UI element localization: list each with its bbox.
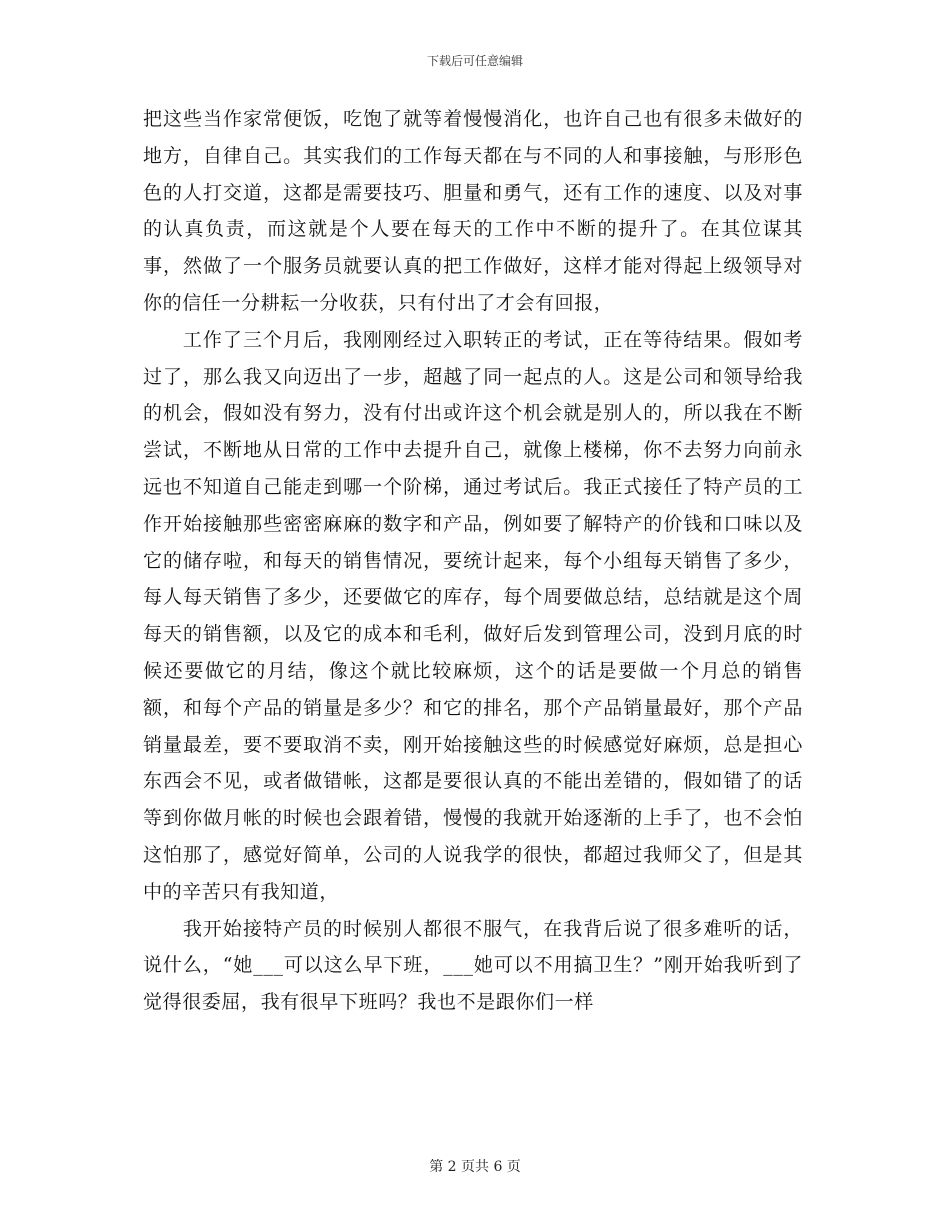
paragraph: 把这些当作家常便饭，吃饱了就等着慢慢消化，也许自己也有很多未做好的地方，自律自己。其实我们的工作每天都在与不同的人和事接触，与形形色色的人打交道，这都是需要技巧、胆量和勇气，还有工作的速度、以及对事的认真负责，而这就是个人要在每天的工作中不断的提升了。在其位谋其事，然做了一个服务员就要认真的把工作做好，这样才能对得起上级领导对你的信任一分耕耘一分收获，只有付出了才会有回报， — [143, 108, 803, 314]
page-header: 下载后可任意编辑 — [426, 54, 523, 68]
paragraph: 我开始接特产员的时候别人都很不服气，在我背后说了很多难听的话，说什么，“她___可以这么早下班，___她可以不用搞卫生？”刚开始我听到了觉得很委屈，我有很早下班吗？我也不是跟你们一样 — [143, 917, 803, 1014]
paragraph: 工作了三个月后，我刚刚经过入职转正的考试，正在等待结果。假如考过了，那么我又向迈出了一步，超越了同一起点的人。这是公司和领导给我的机会，假如没有努力，没有付出或许这个机会就是别人的，所以我在不断尝试，不断地从日常的工作中去提升自己，就像上楼梯，你不去努力向前永远也不知道自己能走到哪一个阶梯，通过考试后。我正式接任了特产员的工作开始接触那些密密麻麻的数字和产品，例如要了解特产的价钱和口味以及它的储存啦，和每天的销售情况，要统计起来，每个小组每天销售了多少，每人每天销售了多少，还要做它的库存，每个周要做总结，总结就是这个周每天的销售额，以及它的成本和毛利，做好后发到管理公司，没到月底的时候还要做它的月结，像这个就比较麻烦，这个的话是要做一个月总的销售额，和每个产品的销量是多少？和它的排名，那个产品销量最好，那个产品销量最差，要不要取消不卖，刚开始接触这些的时候感觉好麻烦，总是担心东西会不见，或者做错帐，这都是要很认真的不能出差错的，假如错了的话等到你做月帐的时候也会跟着错，慢慢的我就开始逐渐的上手了，也不会怕这怕那了，感觉好简单，公司的人说我学的很快，都超过我师父了，但是其中的辛苦只有我知道， — [143, 328, 803, 903]
document-body — [143, 101, 803, 1021]
page-footer: 第 2 页共 6 页 — [429, 1159, 521, 1175]
